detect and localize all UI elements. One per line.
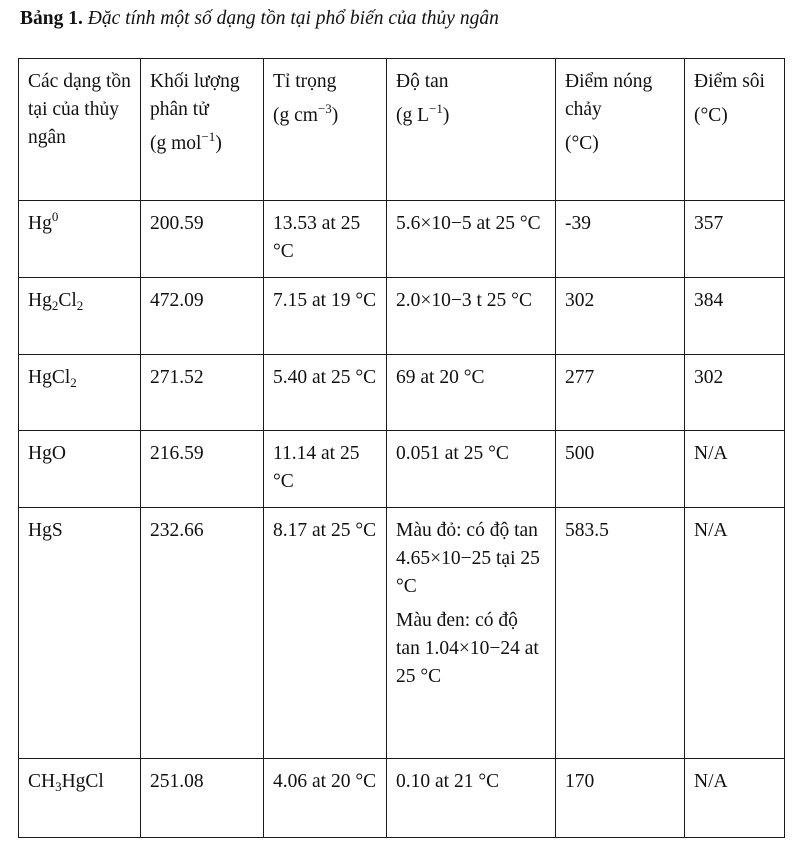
cell-density: 13.53 at 25 °C bbox=[264, 201, 387, 278]
cell-solubility: 0.10 at 21 °C bbox=[387, 759, 556, 838]
formula-text: HgCl bbox=[28, 367, 71, 388]
cell-form bbox=[19, 355, 141, 431]
cell-mass: 232.66 bbox=[141, 508, 264, 759]
table-row bbox=[19, 759, 785, 838]
cell-density: 11.14 at 25 °C bbox=[264, 431, 387, 508]
formula-text: HgCl bbox=[61, 771, 104, 792]
cell-melting: 500 bbox=[556, 431, 685, 508]
header-mass-unit bbox=[150, 130, 254, 158]
cell-mass: 216.59 bbox=[141, 431, 264, 508]
solubility-black: Màu đen: có độ tan 1.04×10−24 at 25 °C bbox=[396, 610, 539, 687]
header-density-unit bbox=[273, 102, 377, 130]
cell-boiling: N/A bbox=[685, 759, 785, 838]
table-row bbox=[19, 508, 785, 759]
cell-density: 7.15 at 19 °C bbox=[264, 278, 387, 355]
table-row bbox=[19, 278, 785, 355]
cell-form bbox=[19, 201, 141, 278]
formula-subscript: 2 bbox=[70, 375, 77, 390]
solubility-red: Màu đỏ: có độ tan 4.65×10−25 tại 25 °C bbox=[396, 520, 540, 597]
cell-solubility: 5.6×10−5 at 25 °C bbox=[387, 201, 556, 278]
mercury-properties-table bbox=[18, 58, 785, 838]
cell-form bbox=[19, 278, 141, 355]
formula-superscript: 0 bbox=[51, 209, 59, 224]
cell-boiling: 357 bbox=[685, 201, 785, 278]
cell-form: HgO bbox=[19, 431, 141, 508]
formula-text: CH bbox=[28, 771, 56, 792]
formula-subscript: 2 bbox=[51, 298, 59, 313]
header-mass bbox=[141, 59, 264, 201]
unit-exponent: −1 bbox=[201, 129, 216, 144]
header-boiling bbox=[685, 59, 785, 201]
header-melting-label: Điểm nóng chảy bbox=[565, 71, 653, 120]
header-melting-unit: (°C) bbox=[565, 133, 599, 154]
cell-melting: -39 bbox=[556, 201, 685, 278]
header-row bbox=[19, 59, 785, 201]
cell-boiling: 302 bbox=[685, 355, 785, 431]
formula-text: Hg bbox=[28, 213, 52, 234]
cell-melting: 302 bbox=[556, 278, 685, 355]
table-row bbox=[19, 355, 785, 431]
cell-boiling: N/A bbox=[685, 508, 785, 759]
header-form bbox=[19, 59, 141, 201]
unit-exponent: −1 bbox=[429, 101, 443, 116]
header-melting bbox=[556, 59, 685, 201]
cell-melting: 277 bbox=[556, 355, 685, 431]
cell-melting: 583.5 bbox=[556, 508, 685, 759]
cell-mass: 251.08 bbox=[141, 759, 264, 838]
cell-melting: 170 bbox=[556, 759, 685, 838]
header-mass-label: Khối lượng phân tử bbox=[150, 71, 240, 120]
cell-solubility: 2.0×10−3 t 25 °C bbox=[387, 278, 556, 355]
header-density bbox=[264, 59, 387, 201]
cell-density: 4.06 at 20 °C bbox=[264, 759, 387, 838]
formula-text: Hg bbox=[28, 290, 52, 311]
table-row bbox=[19, 431, 785, 508]
header-solubility bbox=[387, 59, 556, 201]
table-caption bbox=[20, 8, 499, 30]
unit-text: (g mol bbox=[150, 133, 202, 154]
header-form-label: Các dạng tồn tại của thủy ngân bbox=[28, 71, 131, 148]
unit-exponent: −3 bbox=[317, 101, 332, 116]
header-density-label: Tỉ trọng bbox=[273, 71, 337, 92]
header-solubility-label: Độ tan bbox=[396, 71, 449, 92]
cell-form: HgS bbox=[19, 508, 141, 759]
cell-boiling: N/A bbox=[685, 431, 785, 508]
table-row bbox=[19, 201, 785, 278]
header-boiling-unit: (°C) bbox=[694, 105, 728, 126]
formula-subscript: 2 bbox=[76, 298, 84, 313]
unit-text: ) bbox=[331, 105, 339, 126]
unit-text: (g L bbox=[396, 105, 430, 126]
cell-solubility: 0.051 at 25 °C bbox=[387, 431, 556, 508]
cell-density: 8.17 at 25 °C bbox=[264, 508, 387, 759]
cell-boiling: 384 bbox=[685, 278, 785, 355]
unit-text: (g cm bbox=[273, 105, 318, 126]
cell-form bbox=[19, 759, 141, 838]
cell-mass: 200.59 bbox=[141, 201, 264, 278]
cell-solubility: 69 at 20 °C bbox=[387, 355, 556, 431]
header-boiling-label: Điểm sôi bbox=[694, 71, 765, 92]
caption-label: Bảng 1. bbox=[20, 8, 83, 29]
formula-subscript: 3 bbox=[55, 779, 62, 794]
header-solubility-unit bbox=[396, 102, 546, 130]
unit-text: ) bbox=[442, 105, 450, 126]
caption-title: Đặc tính một số dạng tồn tại phổ biến của thủy ngân bbox=[87, 8, 499, 29]
cell-solubility bbox=[387, 508, 556, 759]
formula-text: Cl bbox=[58, 290, 77, 311]
cell-mass: 472.09 bbox=[141, 278, 264, 355]
unit-text: ) bbox=[215, 133, 222, 154]
cell-density: 5.40 at 25 °C bbox=[264, 355, 387, 431]
cell-mass: 271.52 bbox=[141, 355, 264, 431]
